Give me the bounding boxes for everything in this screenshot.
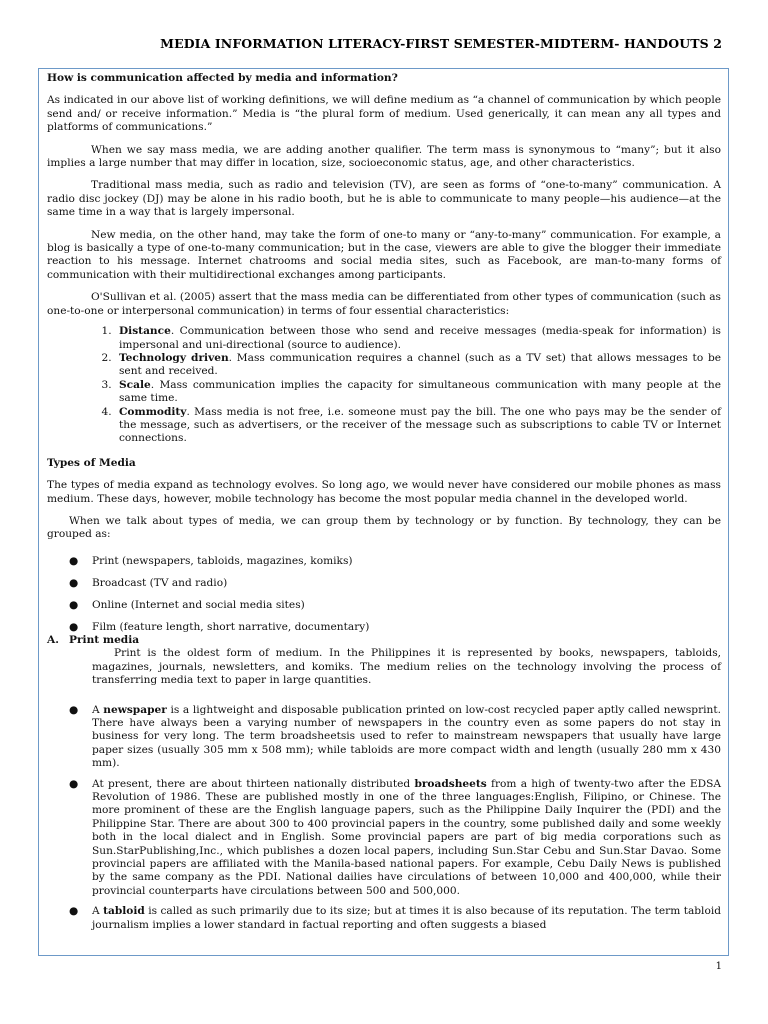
bullet-icon: ●	[69, 554, 79, 567]
paragraph-mass-media: When we say mass media, we are adding another qualifier. The term mass is synonymous to “many”; but it also implies a large number that may differ in location, size, socioeconomic status, age, and other characteristics.	[47, 143, 721, 170]
list-item-prefix: A	[92, 703, 104, 716]
paragraph-print-media: Print is the oldest form of medium. In the Philippines it is represented by books, newspapers, tabloids, magazines, journals, newsletters, and komiks. The medium relies on the technology involving the process of transferring media text to paper in large quantities.	[92, 647, 721, 687]
bullet-icon: ●	[69, 598, 79, 611]
paragraph-new-media: New media, on the other hand, may take the form of one-to many or “any-to-many” communication. For example, a blog is basically a type of one-to-many communication; but in the case, viewers are able to give the blogger their immediate reaction to his message. Internet chatrooms and social media sites, such as Facebook, are man-to-many forms of communication with their multidirectional exchanges among participants.	[47, 228, 721, 281]
list-item-term: Commodity	[119, 405, 187, 418]
print-media-list	[47, 704, 721, 933]
list-item	[115, 352, 721, 379]
list-item-term: Technology driven	[119, 351, 229, 364]
list-item-text: Film (feature length, short narrative, documentary)	[92, 620, 370, 633]
list-item-text: Print (newspapers, tabloids, magazines, komiks)	[92, 554, 353, 567]
media-types-list	[47, 555, 721, 634]
list-item-text: is a lightweight and disposable publication printed on low-cost recycled paper aptly called newsprint. There have always been a varying number of newspapers in the country even as some papers do not stay in business for very long. The term broadsheetsis used to refer to mainstream newspapers that usually have large paper sizes (usually 305 mm x 508 mm); while tabloids are more compact width and length (usually 280 mm x 430 mm).	[92, 703, 721, 770]
list-item-term: tabloid	[103, 905, 145, 918]
list-item	[69, 620, 721, 634]
list-item-term: newspaper	[103, 703, 167, 716]
bullet-icon: ●	[69, 620, 79, 633]
list-item-text: . Mass media is not free, i.e. someone must pay the bill. The one who pays may be the sender of the message, such as advertisers, or the receiver of the message such as subscriptions to cable TV or Internet connections.	[119, 405, 721, 445]
print-media-label: A.	[47, 633, 59, 646]
list-item	[69, 554, 721, 568]
paragraph-osullivan: O'Sullivan et al. (2005) assert that the mass media can be differentiated from other types of communication (such as one-to-one or interpersonal communication) in terms of four essential characteristics:	[47, 291, 721, 317]
list-item	[69, 777, 721, 899]
bullet-icon: ●	[69, 576, 79, 589]
list-item-text: . Mass communication requires a channel (such as a TV set) that allows messages to be sent and received.	[119, 351, 721, 378]
section-heading-communication: How is communication affected by media and information?	[47, 72, 398, 84]
list-item	[69, 905, 721, 932]
paragraph-traditional-media: Traditional mass media, such as radio and television (TV), are seen as forms of “one-to-many” communication. A radio disc jockey (DJ) may be alone in his radio booth, but he is able to communicate to many people—his audience—at the same time in a way that is largely impersonal.	[47, 179, 721, 219]
list-item-text: . Mass communication implies the capacity for simultaneous communication with many people at the same time.	[119, 378, 721, 405]
paragraph-group-types: When we talk about types of media, we can group them by technology or by function. By technology, they can be grouped as:	[47, 514, 721, 541]
page-number: 1	[715, 961, 722, 972]
list-item-term: broadsheets	[414, 777, 487, 790]
list-item	[115, 406, 721, 446]
print-media-heading	[47, 634, 721, 647]
characteristics-list	[47, 325, 721, 446]
bullet-icon: ●	[69, 777, 79, 790]
list-item	[69, 703, 721, 771]
list-item	[69, 576, 721, 590]
list-item	[115, 325, 721, 352]
list-item-prefix: A	[92, 905, 104, 918]
paragraph-medium-definition: As indicated in our above list of working definitions, we will define medium as “a channel of communication by which people send and/ or receive information.” Media is “the plural form of medium. Used generically, it can mean any all types and platforms of communications.”	[47, 94, 721, 134]
bullet-icon: ●	[69, 703, 79, 716]
list-item-term: Scale	[119, 378, 151, 391]
paragraph-types-expand: The types of media expand as technology evolves. So long ago, we would never have considered our mobile phones as mass medium. These days, however, mobile technology has become the most popular media channel in the developed world.	[47, 479, 721, 505]
list-item-text: Broadcast (TV and radio)	[92, 576, 228, 589]
bullet-icon: ●	[69, 905, 79, 918]
handout-content-box	[38, 68, 729, 956]
list-item-text: Online (Internet and social media sites)	[92, 598, 305, 611]
list-item-prefix: At present, there are about thirteen nationally distributed	[92, 777, 415, 790]
list-item-text: from a high of twenty-two after the EDSA Revolution of 1986. These are published mostly in one of the three languages:English, Filipino, or Chinese. The more prominent of these are the English language papers, such as the Philippine Daily Inquirer the (PDI) and the Philippine Star. There are about 300 to 400 provincial papers in the country, some published daily and some weekly both in the local dialect and in English. Some provincial papers are part of big media corporations such as Sun.StarPublishing,Inc., which publishes a dozen local papers, including Sun.Star Cebu and Sun.Star Davao. Some provincial papers are affiliated with the Manila-based national papers. For example, Cebu Daily News is published by the same company as the PDI. National dailies have circulations of between 10,000 and 400,000, while their provincial counterparts have circulations between 500 and 500,000.	[92, 777, 721, 897]
section-heading-types-of-media: Types of Media	[47, 456, 136, 469]
list-item-term: Distance	[119, 325, 171, 338]
list-item-text: . Communication between those who send and receive messages (media-speak for information) is impersonal and uni-directional (source to audience).	[119, 325, 721, 351]
list-item	[115, 379, 721, 406]
list-item	[69, 598, 721, 612]
list-item-text: is called as such primarily due to its size; but at times it is also because of its reputation. The term tabloid journalism implies a lower standard in factual reporting and often suggests a biased	[92, 905, 721, 931]
print-media-title: Print media	[69, 633, 140, 646]
document-header-title: MEDIA INFORMATION LITERACY-FIRST SEMESTER-MIDTERM- HANDOUTS 2	[160, 36, 722, 51]
